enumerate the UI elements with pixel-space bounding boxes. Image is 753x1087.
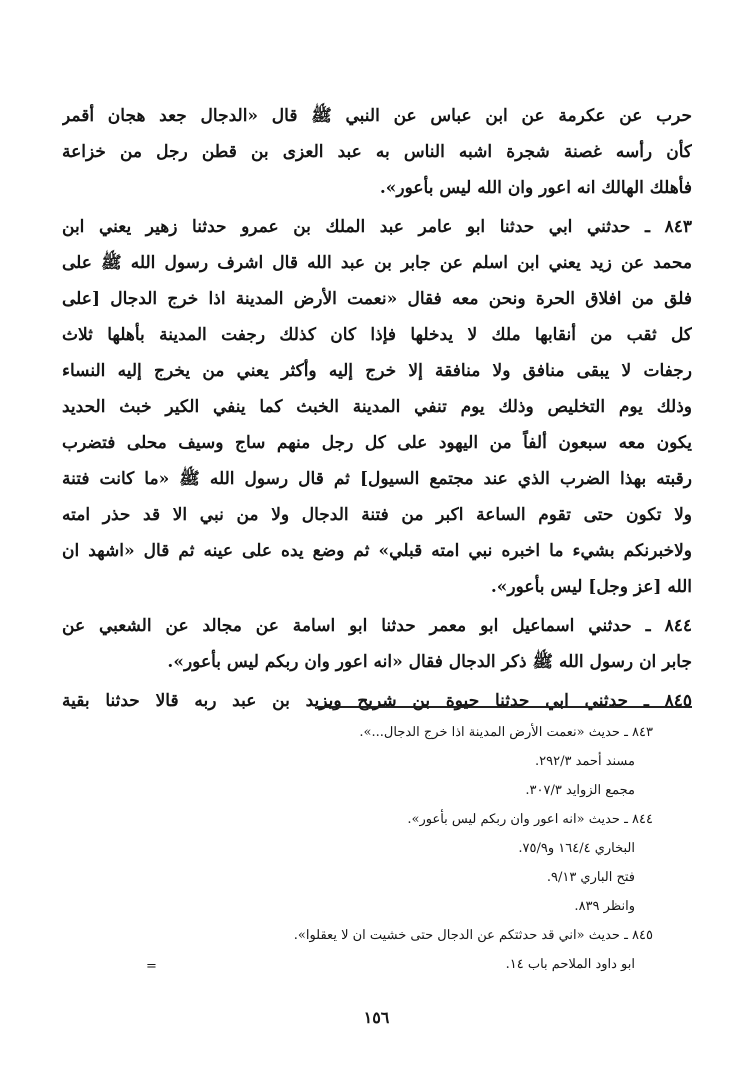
text-line: الله [عز وجل] ليس بأعور».	[490, 577, 692, 597]
text-line: رقبته بهذا الضرب الذي عند مجتمع السيول] ثم قال رسول الله ﷺ «ما كانت فتنة	[62, 469, 692, 489]
footnote-line: ٨٤٣ ـ حديث «نعمت الأرض المدينة اذا خرج الدجال...».	[359, 725, 653, 740]
footnote-line: ابو داود الملاحم باب ١٤.	[505, 957, 635, 972]
continuation-mark: =	[146, 959, 157, 974]
footnote-line: البخاري ١٦٤/٤ و٧٥/٩.	[518, 841, 635, 856]
text-line: كل ثقب من أنقابها ملك لا يدخلها فإذا كان كذلك رجفت المدينة بأهلها ثلاث	[62, 325, 692, 345]
footnote-line: فتح الباري ٩/١٣.	[546, 870, 635, 885]
text-line: ولاخبرنكم بشيء ما اخبره نبي امته قبلي» ثم وضع يده على عينه ثم قال «اشهد ان	[62, 541, 692, 561]
footnotes	[93, 718, 653, 979]
footnote-line: مجمع الزوايد ٣٠٧/٣.	[525, 783, 635, 798]
text-line: ٨٤٤ ـ حدثني اسماعيل ابو معمر حدثنا ابو اسامة عن مجالد عن الشعبي عن	[62, 616, 692, 636]
text-line: ٨٤٥ ـ حدثني ابي حدثنا حيوة بن شريح ويزيد بن عبد ربه قالا حدثنا بقية	[62, 691, 692, 711]
footnote-line: ٨٤٥ ـ حديث «اني قد حدثتكم عن الدجال حتى خشيت ان لا يعقلوا».	[293, 928, 653, 943]
text-line: فأهلك الهالك انه اعور وان الله ليس بأعور».	[379, 178, 692, 198]
text-line: كأن رأسه غصنة شجرة اشبه الناس به عبد العزى بن قطن رجل من خزاعة	[62, 142, 692, 162]
footnote-separator	[317, 706, 692, 708]
footnote-line: ٨٤٤ ـ حديث «انه اعور وان ربكم ليس بأعور».	[407, 812, 653, 827]
footnote-line: مسند أحمد ٢٩٢/٣.	[534, 754, 635, 769]
text-line: محمد عن زيد يعني ابن اسلم عن جابر بن عبد الله قال اشرف رسول الله ﷺ على	[62, 253, 692, 273]
page-number: ١٥٦	[363, 1008, 390, 1027]
paragraph	[62, 608, 692, 680]
text-line: حرب عن عكرمة عن ابن عباس عن النبي ﷺ قال «الدجال جعد هجان أقمر	[62, 106, 692, 126]
text-line: رجفات لا يبقى منافق ولا منافقة إلا خرج إليه وأكثر يعني من يخرج إليه النساء	[62, 361, 692, 381]
text-line: ولا تكون حتى تقوم الساعة اكبر من فتنة الدجال ولا من نبي الا قد حذر امته	[62, 505, 692, 525]
paragraph	[62, 683, 692, 719]
text-line: وذلك يوم التخليص وذلك يوم تنفي المدينة الخبث كما ينفي الكير خبث الحديد	[62, 397, 692, 417]
main-text	[62, 98, 692, 722]
paragraph	[62, 209, 692, 605]
text-line: ٨٤٣ ـ حدثني ابي حدثنا ابو عامر عبد الملك بن عمرو حدثنا زهير يعني ابن	[62, 217, 692, 237]
paragraph	[62, 98, 692, 206]
text-line: فلق من افلاق الحرة ونحن معه فقال «نعمت الأرض المدينة اذا خرج الدجال [على	[62, 289, 692, 309]
text-line: يكون معه سبعون ألفاً من اليهود على كل رجل منهم ساج وسيف محلى فتضرب	[62, 433, 692, 453]
footnote-line: وانظر ٨٣٩.	[574, 899, 635, 914]
text-line: جابر ان رسول الله ﷺ ذكر الدجال فقال «انه اعور وان ربكم ليس بأعور».	[167, 652, 692, 672]
